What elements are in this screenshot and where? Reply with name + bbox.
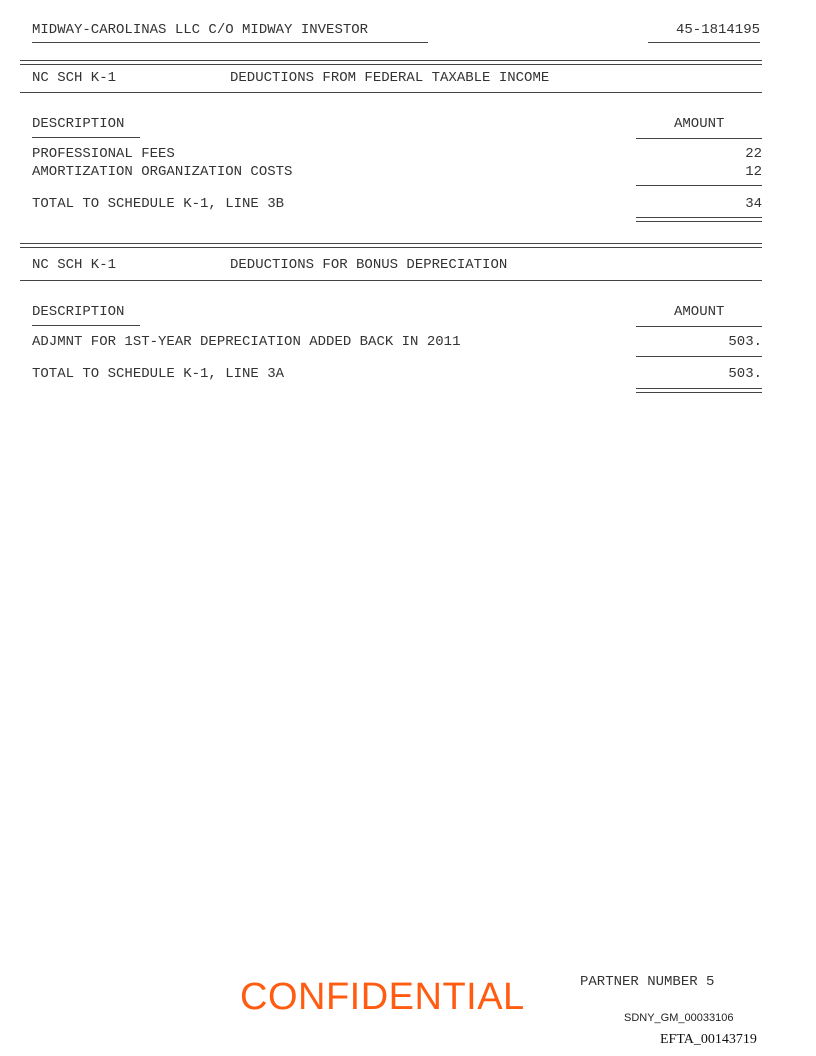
subtotal-rule bbox=[636, 356, 762, 357]
form-label: NC SCH K-1 bbox=[32, 70, 117, 86]
amount-header: AMOUNT bbox=[674, 116, 725, 132]
description-header: DESCRIPTION bbox=[32, 304, 125, 320]
amount-header-underline bbox=[636, 138, 762, 139]
ein: 45-1814195 bbox=[675, 22, 760, 38]
partner-number: PARTNER NUMBER 5 bbox=[580, 974, 715, 990]
total-amount: 503. bbox=[728, 366, 762, 382]
company-underline bbox=[32, 42, 428, 43]
row-amount: 12 bbox=[745, 164, 762, 180]
section-title: DEDUCTIONS FROM FEDERAL TAXABLE INCOME bbox=[230, 70, 550, 86]
section-top-rule bbox=[20, 243, 762, 244]
table-row: ADJMNT FOR 1ST-YEAR DEPRECIATION ADDED BACK IN 2011 bbox=[32, 334, 461, 350]
row-amount: 22 bbox=[745, 146, 762, 162]
form-label: NC SCH K-1 bbox=[32, 257, 117, 273]
table-row: AMORTIZATION ORGANIZATION COSTS bbox=[32, 164, 293, 180]
section-title: DEDUCTIONS FOR BONUS DEPRECIATION bbox=[230, 257, 508, 273]
bates-number: SDNY_GM_00033106 bbox=[624, 1012, 734, 1024]
section-top-rule bbox=[20, 60, 762, 61]
section-title-rule bbox=[20, 280, 762, 281]
total-double-rule bbox=[636, 217, 762, 218]
section-title-rule bbox=[20, 92, 762, 93]
ein-underline bbox=[648, 42, 760, 43]
total-double-rule bbox=[636, 221, 762, 222]
amount-header: AMOUNT bbox=[674, 304, 725, 320]
total-label: TOTAL TO SCHEDULE K-1, LINE 3B bbox=[32, 196, 285, 212]
description-header-underline bbox=[32, 137, 140, 138]
table-row: PROFESSIONAL FEES bbox=[32, 146, 175, 162]
section-top-rule bbox=[20, 247, 762, 248]
description-header-underline bbox=[32, 325, 140, 326]
row-amount: 503. bbox=[728, 334, 762, 350]
efta-number: EFTA_00143719 bbox=[660, 1032, 757, 1047]
total-label: TOTAL TO SCHEDULE K-1, LINE 3A bbox=[32, 366, 285, 382]
total-double-rule bbox=[636, 388, 762, 389]
company-name: MIDWAY-CAROLINAS LLC C/O MIDWAY INVESTOR bbox=[32, 22, 369, 38]
total-amount: 34 bbox=[745, 196, 762, 212]
subtotal-rule bbox=[636, 185, 762, 186]
section-top-rule bbox=[20, 64, 762, 65]
description-header: DESCRIPTION bbox=[32, 116, 125, 132]
total-double-rule bbox=[636, 392, 762, 393]
amount-header-underline bbox=[636, 326, 762, 327]
confidential-stamp: CONFIDENTIAL bbox=[240, 976, 525, 1018]
